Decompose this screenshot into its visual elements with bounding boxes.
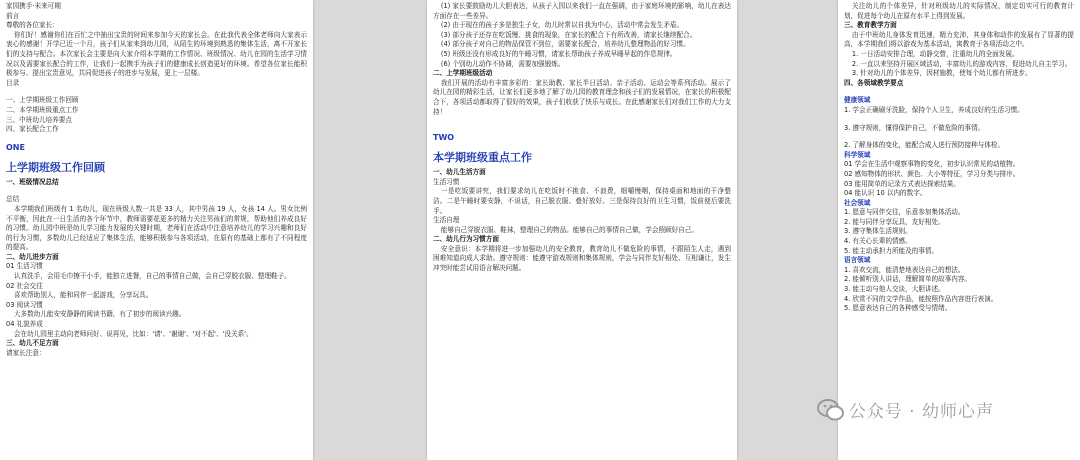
- subsection-heading: 一、幼儿生活方面: [433, 168, 486, 177]
- intro-paragraph: 你们好！感谢你们在百忙之中抽出宝贵的时间来参加今天的家长会。在此我代表全体老师向大家表示衷心的感谢！开学已近一个月，孩子们从家来到幼儿园，从陌生的环境到熟悉的集体生活，离不开家长们的支持与配合。本次家长会主要是向大家介绍本学期的工作情况、班级情况、幼儿在园的生活学习情况以及需要家长配合的工作，让我们一起携手为孩子们的健康成长创造更好的环境。希望各位家长能积极参与、提出宝贵意见，共同促进孩子的进步与发展，更上一层楼。: [6, 30, 307, 78]
- list-item: 4. 有关心长辈的情感。: [844, 237, 912, 246]
- list-item: (5) 班级还没有形成良好的午睡习惯，请家长帮助孩子养成早睡早起的作息规律。: [440, 49, 677, 58]
- toc-item[interactable]: 三、中班幼儿培养要点: [6, 115, 72, 124]
- summary-paragraph: 本学期我们班级有 1 名幼儿，现在班级人数一共是 33 人，其中男孩 19 人，女孩 14 人。男女比例不平衡，因此在一日生活的各个环节中，教师需要花更多的精力关注男孩们的常规，帮助他们养成良好的习惯。幼儿园中班是幼儿学习能力发展的关键时期，老师们在活动中注意培养幼儿的学习兴趣和良好的行为习惯，多数幼儿已经适应了集体生活，能够积极参与各项活动，在原有的基础上都有了不同程度的提高。: [6, 204, 307, 252]
- item-text: 请家长注意：: [6, 348, 46, 357]
- item-heading: 02 社会交往: [6, 281, 43, 290]
- list-item: 1. 一日活动安排合理，动静交替，注重幼儿的全面发展。: [851, 49, 1019, 58]
- section-title: 本学期班级重点工作: [433, 151, 532, 165]
- list-item: 2. 能倾听别人讲话，理解简单的故事内容。: [844, 275, 972, 284]
- toc-item[interactable]: 二、本学期班级重点工作: [6, 105, 79, 114]
- domain-title-health: 健康领域: [844, 96, 871, 105]
- header-line: 前言: [6, 11, 20, 20]
- header-line: 家园携手·未来可期: [6, 2, 61, 10]
- domain-title-science: 科学领域: [844, 150, 871, 159]
- list-item: 02 感知物体的形状、颜色、大小等特征，学习分类与排序。: [844, 169, 1020, 178]
- list-item: 1. 学会正确刷牙洗脸，保持个人卫生，养成良好的生活习惯。: [844, 105, 1024, 114]
- list-item: 3. 能主动与他人交谈，大胆讲述。: [844, 285, 945, 294]
- item-text: 关注幼儿的个体差异，针对班级幼儿的实际情况，制定切实可行的教育计划，促进每个幼儿在原有水平上得到发展。: [844, 2, 1074, 20]
- list-item: 2. 能与同伴分享玩具，友好相处。: [844, 217, 945, 226]
- subsection-heading: 一、班级情况总结: [6, 177, 59, 186]
- section-tag: ONE: [6, 142, 25, 152]
- list-item: 1. 喜欢交流，能清楚地表达自己的想法。: [844, 265, 965, 274]
- item-text: 大多数幼儿能安安静静的阅读书籍，有了初步的阅读兴趣。: [13, 310, 186, 319]
- toc-title: 目录: [6, 78, 20, 87]
- item-heading: 生活习惯: [433, 177, 460, 186]
- item-text: 一是吃饭要讲究，我们要求幼儿在吃饭时不挑食、不浪费，细嚼慢咽，保持桌面和地面的干净整洁。二是午睡时要安静，不说话，自己脱衣服、叠好放好。三是保持良好的卫生习惯，饭前便后要洗手。: [433, 187, 731, 215]
- list-item: 01 学会在生活中观察事物的变化，初步认识常见的动植物。: [844, 160, 1020, 169]
- domain-title-social: 社会领域: [844, 198, 871, 207]
- item-text: 能够自己穿脱衣服、鞋袜，整理自己的物品。能够自己的事情自己做，学会照顾好自己。: [440, 225, 699, 234]
- document-page-2: [427, 0, 737, 460]
- document-page-1: [0, 0, 313, 460]
- toc-item[interactable]: 四、家长配合工作: [6, 125, 59, 134]
- header-line: 尊敬的各位家长：: [6, 21, 59, 30]
- list-item: 2. 了解身体的变化，能配合成人进行预防接种与体检。: [844, 141, 1005, 150]
- list-item: (4) 部分孩子对自己的物品保管不到位，需要家长配合，培养幼儿整理物品的好习惯。: [440, 40, 690, 49]
- item-text: 安全意识：本学期将进一步加强幼儿的安全教育，教育幼儿不做危险的事情，不跟陌生人走，遇到困难知道向成人求助。遵守规则：能遵守游戏规则和集体规则，学会与同伴友好相处、互相谦让，发生冲突时能尝试用语言解决问题。: [433, 244, 731, 273]
- subsection-heading: 二、幼儿进步方面: [6, 252, 59, 261]
- watermark: [817, 397, 994, 422]
- list-item: (2) 由于现在的孩子多是独生子女，幼儿时常以自我为中心，活动中常会发生矛盾。: [440, 21, 684, 30]
- list-item: 3. 遵守集体生活规则。: [844, 227, 912, 236]
- item-heading: 03 阅读习惯: [6, 300, 43, 309]
- subsection-heading: 二、幼儿行为习惯方面: [433, 235, 499, 244]
- list-item: 03 能用简单的记录方式表达探索结果。: [844, 179, 960, 188]
- section-title: 上学期班级工作回顾: [6, 160, 105, 174]
- list-item: (3) 部分孩子还存在吃饭慢、挑食的现象，在家长的配合下有所改善，请家长继续配合。: [440, 30, 697, 39]
- document-page-3: [838, 0, 1080, 460]
- list-item: 1. 愿意与同伴交往，乐意参加集体活动。: [844, 208, 965, 217]
- item-text: 认真洗手，会用毛巾擦干小手，能独立进餐，自己的事情自己做，会自己穿脱衣服、整理鞋子。: [13, 272, 291, 281]
- list-item: 2. 一直以来坚持开展区域活动，丰富幼儿的游戏内容，促进幼儿自主学习。: [851, 59, 1072, 68]
- toc-item[interactable]: 一、上学期班级工作回顾: [6, 96, 79, 105]
- list-item: 5. 愿意表达自己的各种感受与情绪。: [844, 304, 952, 313]
- item-text: 由于中班幼儿身体发育迅速，精力充沛，其身体和动作的发展有了显著的提高，本学期我们将以游戏为基本活动，寓教育于各项活动之中。: [844, 30, 1074, 49]
- list-item: 4. 欣赏不同的文学作品，能按照作品内容进行表演。: [844, 294, 998, 303]
- list-item: 5. 能主动承担力所能及的事情。: [844, 246, 939, 255]
- wechat-logo-icon: [817, 398, 845, 422]
- subsection-heading: 四、各领域教学要点: [844, 78, 904, 87]
- item-text: 喜欢帮助别人，能和同伴一起游戏，分享玩具。: [13, 291, 153, 300]
- list-item: 04 能认识 10 以内的数字。: [844, 189, 927, 198]
- subsection-heading: 二、上学期班级活动: [433, 69, 493, 78]
- section-tag: TWO: [433, 133, 455, 143]
- item-heading: 生活自理: [433, 216, 460, 225]
- domain-title-language: 语言领域: [844, 256, 871, 265]
- list-item: (6) 个别幼儿动作不协调，需要加强锻炼。: [440, 59, 565, 68]
- item-heading: 01 生活习惯: [6, 262, 43, 271]
- watermark-text: 公众号 · 幼师心声: [848, 402, 994, 422]
- item-text: 会在幼儿园里主动向老师问好、说再见，比如：'请'、'谢谢'、'对不起'、'没关系'。: [13, 329, 253, 338]
- subsection-heading: 三、幼儿不足方面: [6, 339, 59, 348]
- item-heading: 04 礼貌养成: [6, 320, 43, 329]
- activities-paragraph: 我们开展的活动有丰富多彩的：家长助教、家长半日活动、亲子活动、运动会等系列活动。展示了幼儿在园的精彩生活，让家长们更多地了解了幼儿园的教育理念和孩子们的发展情况，在家长的积极配合下，各项活动都取得了很好的效果，孩子们收获了快乐与成长。在此感谢家长们对我们工作的大力支持！: [433, 78, 731, 116]
- list-item: 3. 针对幼儿的个体差异，因材施教，使每个幼儿都有所进步。: [851, 69, 1032, 78]
- subsection-heading: 三、教育教学方面: [844, 21, 897, 30]
- list-item: (1) 家长要鼓励幼儿大胆表达，从孩子入园以来我们一直在强调，由于家庭环境的影响，幼儿在表达方面存在一些差异。: [433, 2, 731, 20]
- summary-label: 总结: [6, 195, 20, 204]
- list-item: 3. 遵守规则，懂得保护自己，不做危险的事情。: [844, 123, 985, 132]
